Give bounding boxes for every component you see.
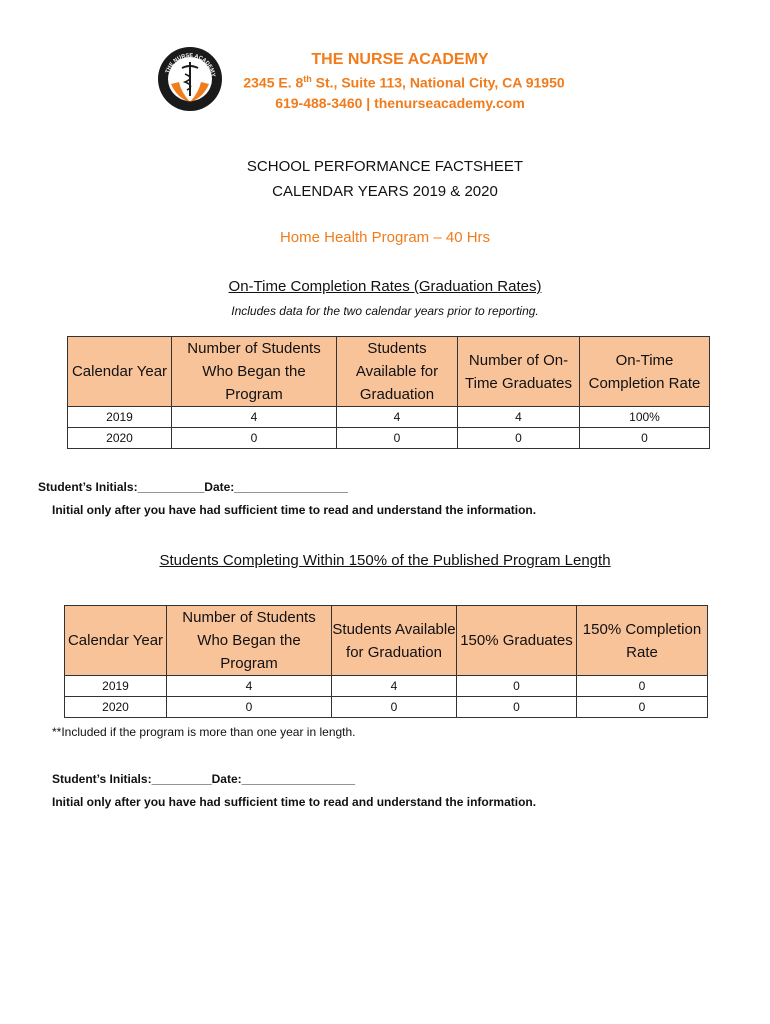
org-name: THE NURSE ACADEMY (311, 51, 489, 68)
program-name: Home Health Program – 40 Hrs (279, 229, 491, 246)
header-cell: Number of Students Who Began the Program (172, 337, 337, 407)
table-cell: 4 (167, 676, 332, 697)
student-initials-line: Student’s Initials:__________Date:_________________ (38, 480, 348, 494)
header-cell: Number of On-Time Graduates (458, 337, 580, 407)
table-cell: 0 (457, 697, 577, 718)
table-cell: 0 (577, 676, 708, 697)
header-cell: Number of Students Who Began the Program (167, 606, 332, 676)
table-cell: 0 (457, 676, 577, 697)
table-cell: 0 (577, 697, 708, 718)
completion-150-table (64, 605, 708, 718)
table-cell: 0 (337, 428, 458, 449)
initials-instruction: Initial only after you have had sufficient time to read and understand the information. (52, 503, 537, 517)
student-initials-line: Student’s Initials:_________Date:_________________ (52, 772, 356, 786)
table-cell: 4 (172, 407, 337, 428)
table-row (65, 676, 708, 697)
table-header-row (68, 337, 710, 407)
header-cell: Students Available for Graduation (337, 337, 458, 407)
logo-text: THE NURSE ACADEMY (164, 52, 216, 78)
section2-title: Students Completing Within 150% of the Published Program Length (159, 552, 611, 569)
table-cell: 0 (458, 428, 580, 449)
header-cell: On-Time Completion Rate (580, 337, 710, 407)
table-cell: 4 (332, 676, 457, 697)
table-row (65, 697, 708, 718)
table-row (68, 407, 710, 428)
header-cell: 150% Graduates (457, 606, 577, 676)
table-cell: 2019 (68, 407, 172, 428)
document-title: SCHOOL PERFORMANCE FACTSHEET (246, 158, 524, 175)
header-cell: Calendar Year (68, 337, 172, 407)
document-subtitle: CALENDAR YEARS 2019 & 2020 (272, 183, 498, 200)
org-address: 2345 E. 8th St., Suite 113, National City, CA 91950 (243, 74, 565, 91)
table-cell: 0 (167, 697, 332, 718)
footnote: **Included if the program is more than one year in length. (52, 725, 356, 739)
table-cell: 2019 (65, 676, 167, 697)
table-cell: 2020 (68, 428, 172, 449)
section1-title: On-Time Completion Rates (Graduation Rates) (228, 278, 542, 295)
header-cell: Students Available for Graduation (332, 606, 457, 676)
header-cell: 150% Completion Rate (577, 606, 708, 676)
table-cell: 4 (458, 407, 580, 428)
table-cell: 4 (337, 407, 458, 428)
completion-rates-table (67, 336, 710, 449)
table-cell: 0 (580, 428, 710, 449)
table-cell: 0 (332, 697, 457, 718)
table-cell: 2020 (65, 697, 167, 718)
table-row (68, 428, 710, 449)
org-contact: 619-488-3460 | thenurseacademy.com (275, 95, 525, 111)
section1-note: Includes data for the two calendar years prior to reporting. (231, 304, 539, 318)
header-cell: Calendar Year (65, 606, 167, 676)
table-header-row (65, 606, 708, 676)
initials-instruction: Initial only after you have had sufficient time to read and understand the information. (52, 795, 537, 809)
table-cell: 100% (580, 407, 710, 428)
table-cell: 0 (172, 428, 337, 449)
